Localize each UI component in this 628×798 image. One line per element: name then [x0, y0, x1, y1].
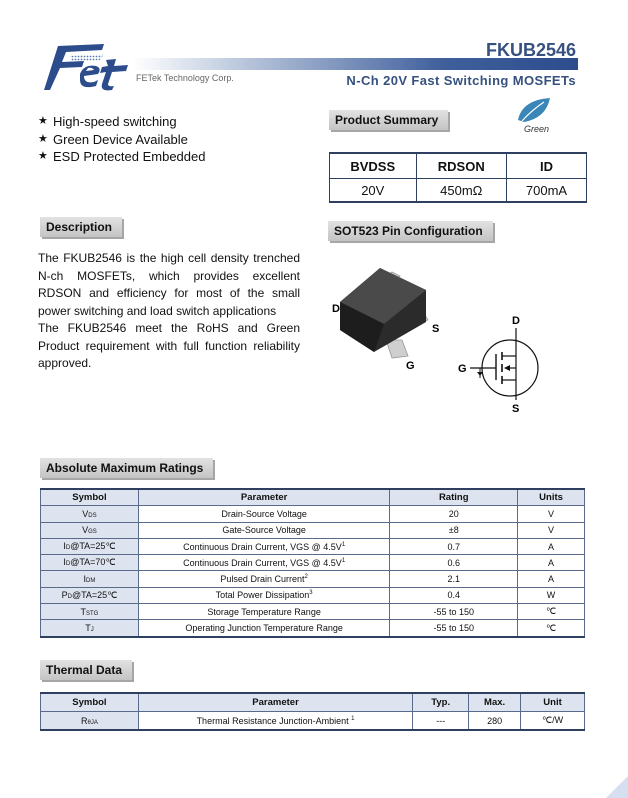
- feature-item: ★ ESD Protected Embedded: [38, 149, 206, 164]
- parameter-cell: Storage Temperature Range: [138, 604, 389, 620]
- unit-cell: A: [518, 538, 585, 554]
- page-corner-decoration: [606, 776, 628, 798]
- symbol-cell: RθJA: [41, 712, 139, 731]
- thermal-table: [40, 692, 585, 731]
- unit-cell: A: [518, 571, 585, 587]
- header-cell: Parameter: [138, 693, 412, 712]
- unit-cell: ℃: [518, 604, 585, 620]
- pin-config-heading: SOT523 Pin Configuration: [328, 221, 493, 241]
- pin-label-g: G: [406, 360, 415, 372]
- header-cell: Rating: [390, 489, 518, 506]
- rating-cell: 0.7: [390, 538, 518, 554]
- rating-cell: -55 to 150: [390, 604, 518, 620]
- rating-cell: 2.1: [390, 571, 518, 587]
- table-cell: 20V: [330, 179, 417, 203]
- rating-cell: 0.4: [390, 587, 518, 603]
- unit-cell: V: [518, 522, 585, 538]
- table-cell: 700mA: [506, 179, 586, 203]
- svg-text:Green: Green: [524, 124, 550, 134]
- table-row: [41, 538, 585, 554]
- header-cell: Symbol: [41, 693, 139, 712]
- table-row: [41, 506, 585, 522]
- product-summary-heading: Product Summary: [329, 110, 448, 130]
- document-subtitle: N-Ch 20V Fast Switching MOSFETs: [346, 73, 576, 88]
- header-cell: Max.: [469, 693, 521, 712]
- green-leaf-icon: [510, 96, 560, 136]
- rating-cell: 0.6: [390, 555, 518, 571]
- company-name: FETek Technology Corp.: [136, 73, 234, 83]
- table-header-row: [41, 693, 585, 712]
- parameter-cell: Drain-Source Voltage: [138, 506, 389, 522]
- pin-label-s: S: [432, 323, 440, 335]
- company-logo: [44, 40, 136, 92]
- parameter-cell: Gate-Source Voltage: [138, 522, 389, 538]
- symbol-cell: VGS: [41, 522, 139, 538]
- header-cell: Units: [518, 489, 585, 506]
- description-heading: Description: [40, 217, 122, 237]
- max-cell: 280: [469, 712, 521, 731]
- star-icon: ★: [38, 150, 48, 162]
- parameter-cell: Total Power Dissipation$^3$: [138, 587, 389, 603]
- header-cell: ID: [506, 153, 586, 179]
- schem-label-s: S: [512, 403, 520, 415]
- unit-cell: ℃: [518, 620, 585, 637]
- description-paragraph: The FKUB2546 meet the RoHS and Green Product requirement with full function reliability approved.: [38, 321, 300, 370]
- header-cell: RDSON: [416, 153, 506, 179]
- pin-label-d: D: [332, 303, 340, 315]
- product-summary-table: [329, 152, 587, 203]
- unit-cell: V: [518, 506, 585, 522]
- unit-cell: W: [518, 587, 585, 603]
- unit-cell: A: [518, 555, 585, 571]
- table-header-row: [330, 153, 587, 179]
- rating-cell: -55 to 150: [390, 620, 518, 637]
- symbol-cell: PD@TA=25℃: [41, 587, 139, 603]
- table-row: [41, 604, 585, 620]
- abs-max-table: [40, 488, 585, 638]
- table-cell: 450mΩ: [416, 179, 506, 203]
- header-cell: Unit: [521, 693, 585, 712]
- table-row: [41, 587, 585, 603]
- parameter-cell: Continuous Drain Current, VGS @ $4.5V^1$: [138, 538, 389, 554]
- schem-label-d: D: [512, 315, 520, 327]
- parameter-cell: Operating Junction Temperature Range: [138, 620, 389, 637]
- sot523-package-drawing: [328, 262, 458, 374]
- header-cell: BVDSS: [330, 153, 417, 179]
- table-row: [330, 179, 587, 203]
- parameter-cell: Pulsed Drain Current$^2$: [138, 571, 389, 587]
- rating-cell: ±8: [390, 522, 518, 538]
- feature-item: ★ Green Device Available: [38, 131, 188, 147]
- rating-cell: 20: [390, 506, 518, 522]
- symbol-cell: IDM: [41, 571, 139, 587]
- star-icon: ★: [38, 132, 48, 145]
- feature-list: [38, 113, 205, 166]
- parameter-cell: Thermal Resistance Junction-Ambient $^1$: [138, 712, 412, 731]
- mosfet-schematic-symbol: [452, 312, 552, 416]
- header-cell: Typ.: [413, 693, 469, 712]
- table-header-row: [41, 489, 585, 506]
- symbol-cell: VDS: [41, 506, 139, 522]
- table-row: [41, 620, 585, 637]
- abs-max-heading: Absolute Maximum Ratings: [40, 458, 213, 478]
- symbol-cell: TSTG: [41, 604, 139, 620]
- feature-item: ★ High-speed switching: [38, 114, 177, 129]
- table-row: [41, 712, 585, 731]
- header-cell: Symbol: [41, 489, 139, 506]
- header-cell: Parameter: [138, 489, 389, 506]
- table-row: [41, 571, 585, 587]
- unit-cell: ℃/W: [521, 712, 585, 731]
- symbol-cell: ID@TA=70℃: [41, 555, 139, 571]
- typ-cell: ---: [413, 712, 469, 731]
- symbol-cell: ID@TA=25℃: [41, 538, 139, 554]
- table-row: [41, 555, 585, 571]
- part-number: FKUB2546: [485, 40, 576, 60]
- description-paragraph: The FKUB2546 is the high cell density trenched N-ch MOSFETs, which provides excellent RDSON and efficiency for most of the small power switching and load switch applications: [38, 251, 300, 318]
- schem-label-g: G: [458, 363, 467, 375]
- table-row: [41, 522, 585, 538]
- parameter-cell: Continuous Drain Current, VGS @ $4.5V^1$: [138, 555, 389, 571]
- thermal-heading: Thermal Data: [40, 660, 132, 680]
- description-text: [38, 250, 300, 373]
- star-icon: ★: [38, 115, 48, 127]
- symbol-cell: TJ: [41, 620, 139, 637]
